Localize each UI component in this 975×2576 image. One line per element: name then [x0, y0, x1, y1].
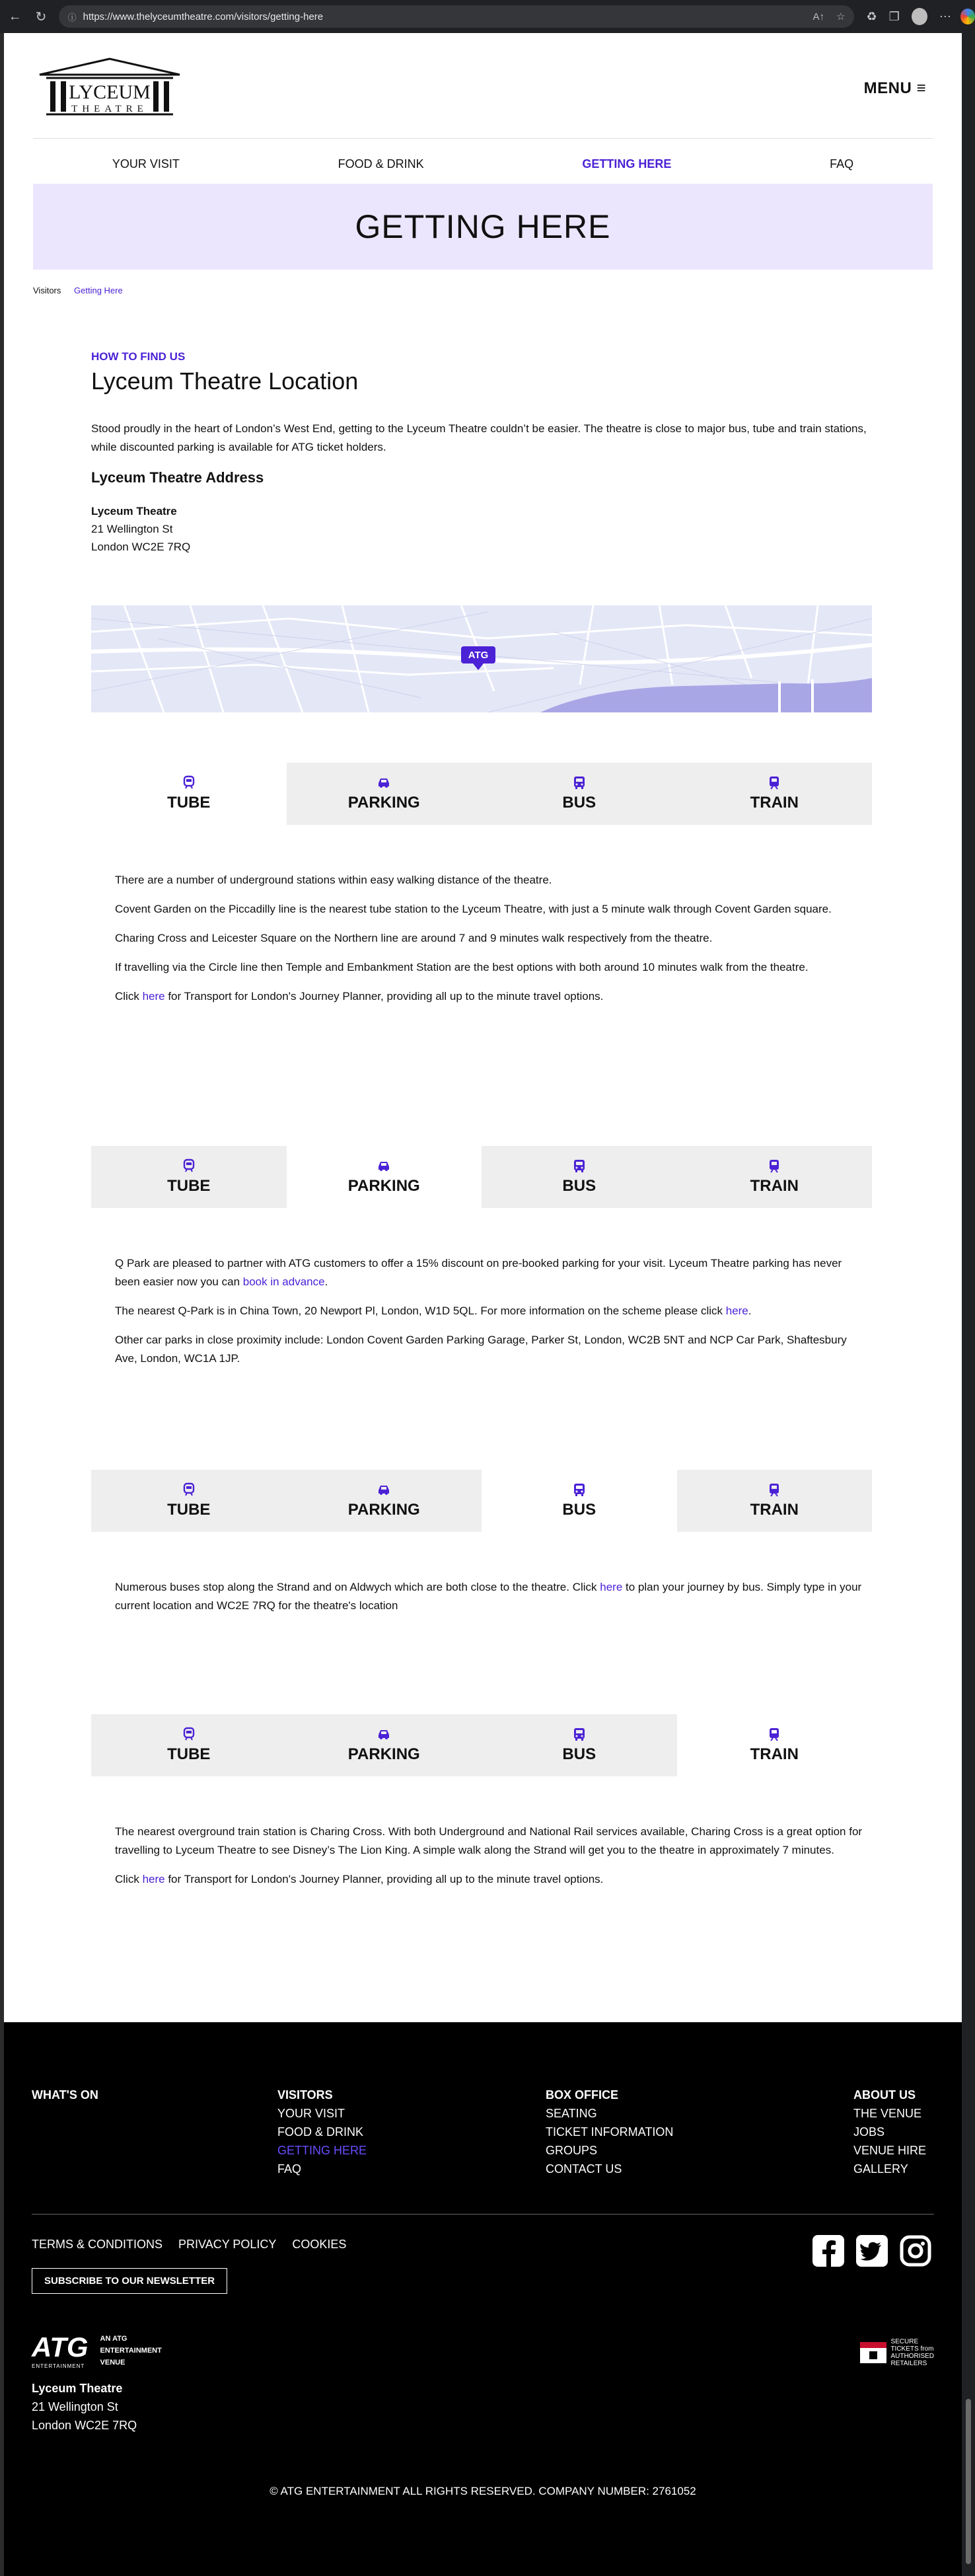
lock-icon: ⓘ	[67, 12, 77, 22]
footer-link-food-drink[interactable]: FOOD & DRINK	[277, 2125, 364, 2139]
tab-bus-label: BUS	[562, 1745, 596, 1763]
tab-train-label: TRAIN	[750, 1501, 799, 1519]
car-icon	[377, 775, 391, 790]
tube-p4: If travelling via the Circle line then Temple and Embankment Station are the best options with both around 10 minutes walk from the theatre.	[115, 961, 809, 973]
page-hero	[33, 184, 933, 270]
tube-icon	[182, 775, 196, 790]
secure-line-4: RETAILERS	[890, 2360, 927, 2367]
tube-p5	[115, 987, 868, 1006]
tube-icon	[182, 1158, 196, 1173]
secure-line-3: AUTHORISED	[890, 2353, 934, 2360]
tab-parking[interactable]	[287, 763, 482, 825]
tube-p3: Charing Cross and Leicester Square on the Northern line are around 7 and 9 minutes walk respectively from the theatre.	[115, 932, 713, 944]
theatre-address	[91, 502, 190, 556]
footer-address-line1: 21 Wellington St	[32, 2400, 118, 2413]
back-icon[interactable]: ←	[8, 9, 22, 24]
atg-logo-mark: ATG	[32, 2331, 89, 2363]
address-bar[interactable]	[59, 5, 855, 28]
instagram-icon[interactable]	[898, 2234, 933, 2268]
footer-link-venue[interactable]: THE VENUE	[853, 2107, 922, 2120]
terms-link[interactable]: TERMS & CONDITIONS	[32, 2238, 163, 2251]
nav-faq[interactable]: FAQ	[830, 157, 854, 170]
extensions-icon[interactable]: ♻	[866, 9, 877, 23]
tab-parking[interactable]	[287, 1146, 482, 1208]
tab-tube[interactable]	[91, 1146, 287, 1208]
bus-p1-pre: Numerous buses stop along the Strand and on Aldwych which are both close to the theatre. Click	[115, 1581, 600, 1593]
footer-col-box-office	[546, 2086, 673, 2178]
page-content	[4, 33, 962, 2022]
bus-icon	[572, 1158, 587, 1173]
tab-parking-label: PARKING	[347, 794, 420, 812]
footer-about-heading[interactable]: ABOUT US	[853, 2088, 916, 2102]
address-line1: 21 Wellington St	[91, 523, 173, 535]
tube-p5-pre: Click	[115, 990, 143, 1003]
bus-icon	[572, 1727, 587, 1741]
collections-icon[interactable]: ❐	[888, 9, 900, 23]
tab-tube-label: TUBE	[167, 1745, 211, 1763]
train-icon	[767, 1482, 781, 1497]
site-footer	[4, 2022, 962, 2576]
privacy-link[interactable]: PRIVACY POLICY	[178, 2238, 277, 2251]
tab-bus-label: BUS	[562, 1177, 596, 1195]
logo-text-top: LYCEUM	[69, 81, 151, 103]
atg-venue-badge	[32, 2331, 162, 2369]
menu-button[interactable]: MENU ≡	[863, 79, 926, 97]
map-marker-label: ATG	[468, 650, 489, 661]
favorite-star-icon[interactable]: ☆	[836, 11, 846, 22]
parking-p1-post: .	[324, 1275, 328, 1288]
qpark-scheme-link[interactable]: here	[725, 1305, 748, 1317]
atg-venue-text	[100, 2333, 162, 2368]
parking-content	[115, 1254, 868, 1379]
section-nav	[33, 151, 933, 177]
tab-train[interactable]	[677, 1714, 873, 1776]
tab-tube-label: TUBE	[167, 1177, 211, 1195]
atg-logo[interactable]	[32, 2331, 89, 2369]
social-links	[811, 2234, 933, 2268]
footer-link-seating[interactable]: SEATING	[546, 2107, 597, 2120]
tab-parking-label: PARKING	[347, 1501, 420, 1519]
tab-train[interactable]	[677, 1146, 873, 1208]
atg-sub-1: AN ATG	[100, 2334, 127, 2343]
parking-p1-pre: Q Park are pleased to partner with ATG customers to offer a 15% discount on pre-booked parking for your visit. Lyceum Theatre parking has never been easier now you can	[115, 1257, 842, 1288]
train-p2	[115, 1870, 868, 1889]
twitter-icon[interactable]	[855, 2234, 889, 2268]
tube-content	[115, 871, 868, 1016]
car-icon	[377, 1727, 391, 1741]
cookies-link[interactable]: COOKIES	[292, 2238, 347, 2251]
atg-sub-2: ENTERTAINMENT	[100, 2346, 162, 2355]
transport-tabs-train	[91, 1714, 872, 1776]
scrollbar-thumb[interactable]	[966, 2399, 971, 2564]
page-title: Lyceum Theatre Location	[91, 367, 359, 395]
tab-train-label: TRAIN	[750, 794, 799, 812]
bus-p1-post: to plan your journey by bus. Simply type in your current location and WC2E 7RQ for the theatre's location	[115, 1581, 862, 1612]
tab-bus[interactable]	[482, 763, 677, 825]
car-icon	[377, 1158, 391, 1173]
bus-p1	[115, 1578, 868, 1615]
footer-address-line2: London WC2E 7RQ	[32, 2419, 137, 2432]
tab-parking[interactable]	[287, 1714, 482, 1776]
train-icon	[767, 775, 781, 790]
tab-bus[interactable]	[482, 1714, 677, 1776]
tab-parking-label: PARKING	[347, 1177, 420, 1195]
transport-tabs-bus	[91, 1470, 872, 1532]
address-heading: Lyceum Theatre Address	[91, 469, 264, 486]
tab-tube-label: TUBE	[167, 794, 211, 812]
train-p2-post: for Transport for London's Journey Planner, providing all up to the minute travel options.	[164, 1873, 604, 1885]
tab-train-label: TRAIN	[750, 1745, 799, 1763]
star-logo-icon	[860, 2342, 886, 2363]
footer-divider	[32, 2214, 934, 2215]
train-p2-pre: Click	[115, 1873, 143, 1885]
browser-toolbar	[0, 0, 975, 33]
tab-train[interactable]	[677, 1470, 873, 1532]
tab-bus[interactable]	[482, 1146, 677, 1208]
train-tfl-link[interactable]: here	[142, 1873, 165, 1885]
footer-link-jobs[interactable]: JOBS	[853, 2125, 885, 2139]
atg-sub-3: VENUE	[100, 2358, 126, 2367]
newsletter-button[interactable]: SUBSCRIBE TO OUR NEWSLETTER	[32, 2268, 227, 2294]
train-p1: The nearest overground train station is Charing Cross. With both Underground and National Rail services available, Charing Cross is a great option for travelling to Lyceum Theatre to see Disney’s The Lion King. A simple walk along the Strand will get you to the theatre in approximately 7 minutes.	[115, 1825, 863, 1856]
tab-parking[interactable]	[287, 1470, 482, 1532]
tube-icon	[182, 1727, 196, 1741]
address-line2: London WC2E 7RQ	[91, 541, 191, 553]
tab-bus-label: BUS	[562, 794, 596, 812]
transport-tabs-tube	[91, 763, 872, 825]
copilot-icon[interactable]	[960, 9, 975, 24]
footer-link-contact[interactable]: CONTACT US	[546, 2162, 622, 2176]
tab-bus[interactable]	[482, 1470, 677, 1532]
train-icon	[767, 1727, 781, 1741]
tab-tube[interactable]	[91, 763, 287, 825]
location-map[interactable]	[91, 605, 872, 712]
train-content	[115, 1823, 868, 1899]
nav-food-drink[interactable]: FOOD & DRINK	[338, 157, 424, 170]
site-header	[33, 53, 933, 139]
tab-train[interactable]	[677, 763, 873, 825]
footer-address	[32, 2379, 137, 2435]
secure-text	[890, 2338, 934, 2367]
intro-text: Stood proudly in the heart of London’s West End, getting to the Lyceum Theatre couldn’t be easier. The theatre is close to major bus, tube and train stations, while discounted parking is available for ATG ticket holders.	[91, 422, 867, 453]
transport-tabs-parking	[91, 1146, 872, 1208]
parking-p3: Other car parks in close proximity include: London Covent Garden Parking Garage, Parker St, London, WC2B 5NT and NCP Car Park, Shaftesbury Ave, London, WC1A 1JP.	[115, 1334, 847, 1365]
logo-text-bottom: THEATRE	[71, 104, 148, 114]
footer-address-name: Lyceum Theatre	[32, 2382, 123, 2395]
breadcrumb-visitors[interactable]: Visitors	[33, 285, 61, 295]
address-name: Lyceum Theatre	[91, 505, 177, 517]
url-text[interactable]: https://www.thelyceumtheatre.com/visitors/getting-here	[83, 11, 324, 22]
bus-icon	[572, 775, 587, 790]
footer-link-ticket-info[interactable]: TICKET INFORMATION	[546, 2125, 674, 2139]
footer-col-visitors	[277, 2086, 367, 2178]
nav-getting-here[interactable]: GETTING HERE	[582, 157, 672, 170]
footer-col-about	[853, 2086, 926, 2178]
read-aloud-icon[interactable]: A↑	[812, 11, 825, 22]
facebook-icon[interactable]	[811, 2234, 846, 2268]
bus-content	[115, 1578, 868, 1626]
book-in-advance-link[interactable]: book in advance	[242, 1275, 325, 1288]
footer-link-gallery[interactable]: GALLERY	[853, 2162, 908, 2176]
parking-p2	[115, 1302, 868, 1320]
footer-link-venue-hire[interactable]: VENUE HIRE	[853, 2144, 927, 2157]
tab-tube[interactable]	[91, 1470, 287, 1532]
bus-icon	[572, 1482, 587, 1497]
parking-p2-post: .	[748, 1305, 752, 1317]
tube-p5-post: for Transport for London's Journey Planner, providing all up to the minute travel options.	[164, 990, 604, 1003]
tab-bus-label: BUS	[562, 1501, 596, 1519]
footer-box-office-heading[interactable]: BOX OFFICE	[546, 2088, 619, 2102]
tfl-planner-link[interactable]: here	[142, 990, 165, 1003]
parking-p2-pre: The nearest Q-Park is in China Town, 20 Newport Pl, London, W1D 5QL. For more information on the scheme please click	[115, 1305, 726, 1317]
atg-logo-small: ENTERTAINMENT	[32, 2363, 85, 2369]
tab-tube-label: TUBE	[167, 1501, 211, 1519]
tube-icon	[182, 1482, 196, 1497]
footer-whats-on[interactable]: WHAT'S ON	[32, 2088, 98, 2102]
more-options-icon[interactable]: ⋯	[939, 9, 951, 23]
secure-line-1: SECURE	[890, 2338, 919, 2345]
car-icon	[377, 1482, 391, 1497]
nav-your-visit[interactable]: YOUR VISIT	[112, 157, 180, 170]
secure-line-2: TICKETS from	[890, 2345, 934, 2353]
parking-p1	[115, 1254, 868, 1291]
copyright: © ATG ENTERTAINMENT ALL RIGHTS RESERVED. COMPANY NUMBER: 2761052	[270, 2485, 696, 2497]
profile-avatar[interactable]	[912, 8, 927, 25]
tab-train-label: TRAIN	[750, 1177, 799, 1195]
footer-col-whats-on	[32, 2086, 98, 2104]
page-scrollbar[interactable]	[962, 33, 975, 2576]
train-icon	[767, 1158, 781, 1173]
tab-parking-label: PARKING	[347, 1745, 420, 1763]
reload-icon[interactable]: ↻	[35, 9, 47, 24]
tab-tube[interactable]	[91, 1714, 287, 1776]
breadcrumb	[33, 285, 123, 295]
lyceum-logo[interactable]	[36, 56, 184, 119]
footer-link-getting-here[interactable]: GETTING HERE	[277, 2144, 367, 2157]
footer-link-groups[interactable]: GROUPS	[546, 2144, 598, 2157]
footer-link-your-visit[interactable]: YOUR VISIT	[277, 2107, 345, 2120]
tube-p1: There are a number of underground stations within easy walking distance of the theatre.	[115, 874, 552, 886]
hero-title: GETTING HERE	[355, 208, 611, 245]
footer-legal-links	[32, 2238, 346, 2252]
tube-p2: Covent Garden on the Piccadilly line is the nearest tube station to the Lyceum Theatre, with just a 5 minute walk through Covent Garden square.	[115, 903, 832, 915]
section-eyebrow: HOW TO FIND US	[91, 350, 186, 363]
bus-planner-link[interactable]: here	[600, 1581, 623, 1593]
breadcrumb-current[interactable]: Getting Here	[74, 285, 123, 295]
map-graphic	[91, 605, 872, 712]
footer-visitors-heading[interactable]: VISITORS	[277, 2088, 333, 2102]
star-secure-badge[interactable]	[860, 2338, 934, 2367]
footer-link-faq[interactable]: FAQ	[277, 2162, 302, 2176]
